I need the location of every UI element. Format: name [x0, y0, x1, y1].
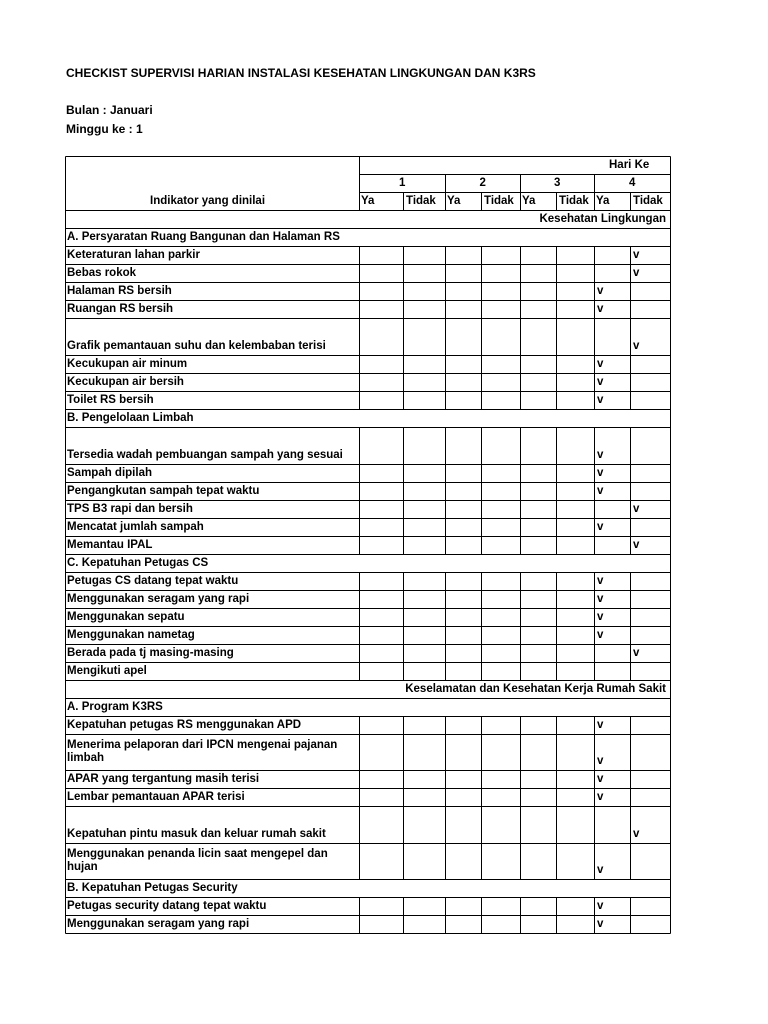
- check-mark: v: [633, 340, 640, 352]
- group-header: A. Program K3RS: [67, 701, 163, 713]
- indicator-row-label: Lembar pemantauan APAR terisi: [67, 791, 245, 803]
- indicator-row-label: Mencatat jumlah sampah: [67, 521, 204, 533]
- check-mark: v: [597, 467, 604, 479]
- indicator-row-label: Pengangkutan sampah tepat waktu: [67, 485, 260, 497]
- indicator-row-label: Menggunakan nametag: [67, 629, 195, 641]
- tidak-label: Tidak: [406, 195, 436, 207]
- check-mark: v: [633, 828, 640, 840]
- day-number-2: 2: [479, 177, 486, 189]
- group-header: A. Persyaratan Ruang Bangunan dan Halaman RS: [67, 231, 340, 243]
- check-mark: v: [597, 864, 604, 876]
- check-mark: v: [633, 249, 640, 261]
- indicator-row-label: Toilet RS bersih: [67, 394, 154, 406]
- indicator-row-label: Kecukupan air bersih: [67, 376, 184, 388]
- group-header: B. Pengelolaan Limbah: [67, 412, 194, 424]
- indicator-row-label: Kepatuhan pintu masuk dan keluar rumah sakit: [67, 828, 326, 840]
- ya-label: Ya: [361, 195, 375, 207]
- check-mark: v: [597, 285, 604, 297]
- indicator-row-label: Tersedia wadah pembuangan sampah yang sesuai: [67, 449, 343, 461]
- week-label: Minggu ke : 1: [66, 122, 143, 136]
- month-label: Bulan : Januari: [66, 103, 153, 117]
- day-number-3: 3: [554, 177, 561, 189]
- indicator-row-label: Menggunakan sepatu: [67, 611, 185, 623]
- indicator-row-label: Halaman RS bersih: [67, 285, 172, 297]
- indicator-row-label: Ruangan RS bersih: [67, 303, 174, 315]
- indicator-row-label: Mengikuti apel: [67, 665, 147, 677]
- indicator-row-label: Petugas security datang tepat waktu: [67, 900, 267, 912]
- check-mark: v: [597, 791, 604, 803]
- check-mark: v: [597, 773, 604, 785]
- check-mark: v: [633, 647, 640, 659]
- ya-label: Ya: [522, 195, 536, 207]
- checklist-table: [65, 156, 671, 942]
- check-mark: v: [597, 485, 604, 497]
- indicator-row-label: Bebas rokok: [67, 267, 137, 279]
- check-mark: v: [597, 575, 604, 587]
- indicator-row-label: Keteraturan lahan parkir: [67, 249, 200, 261]
- indicator-row-label: Menerima pelaporan dari IPCN mengenai pajanan limbah: [67, 739, 338, 764]
- indicator-row-label: Petugas CS datang tepat waktu: [67, 575, 239, 587]
- indicator-row-label: TPS B3 rapi dan bersih: [67, 503, 193, 515]
- group-header: C. Kepatuhan Petugas CS: [67, 557, 209, 569]
- tidak-label: Tidak: [633, 195, 663, 207]
- indicator-row-label: Grafik pemantauan suhu dan kelembaban terisi: [67, 340, 326, 352]
- group-header: B. Kepatuhan Petugas Security: [67, 882, 238, 894]
- check-mark: v: [597, 719, 604, 731]
- table-grid: [65, 156, 671, 942]
- check-mark: v: [597, 629, 604, 641]
- indicator-row-label: Menggunakan seragam yang rapi: [67, 918, 250, 930]
- check-mark: v: [597, 593, 604, 605]
- indicator-row-label: APAR yang tergantung masih terisi: [67, 773, 260, 785]
- check-mark: v: [597, 303, 604, 315]
- indicator-header: Indikator yang dinilai: [150, 195, 266, 207]
- section-header: Kesehatan Lingkungan: [539, 213, 666, 225]
- indicator-row-label: Menggunakan seragam yang rapi: [67, 593, 250, 605]
- indicator-row-label: Kecukupan air minum: [67, 358, 188, 370]
- check-mark: v: [597, 521, 604, 533]
- ya-label: Ya: [447, 195, 461, 207]
- indicator-row-label: Menggunakan penanda licin saat mengepel dan hujan: [67, 848, 328, 873]
- document-title: CHECKIST SUPERVISI HARIAN INSTALASI KESEHATAN LINGKUNGAN DAN K3RS: [66, 66, 536, 80]
- check-mark: v: [633, 503, 640, 515]
- check-mark: v: [597, 611, 604, 623]
- check-mark: v: [633, 267, 640, 279]
- check-mark: v: [597, 358, 604, 370]
- indicator-row-label: Memantau IPAL: [67, 539, 153, 551]
- check-mark: v: [597, 755, 604, 767]
- check-mark: v: [597, 449, 604, 461]
- check-mark: v: [597, 900, 604, 912]
- section-header: Keselamatan dan Kesehatan Kerja Rumah Sakit: [405, 683, 666, 695]
- check-mark: v: [597, 918, 604, 930]
- check-mark: v: [597, 376, 604, 388]
- indicator-row-label: Kepatuhan petugas RS menggunakan APD: [67, 719, 302, 731]
- check-mark: v: [597, 394, 604, 406]
- day-header: Hari Ke: [609, 159, 650, 171]
- tidak-label: Tidak: [559, 195, 589, 207]
- day-number-1: 1: [399, 177, 406, 189]
- tidak-label: Tidak: [484, 195, 514, 207]
- day-number-4: 4: [629, 177, 636, 189]
- indicator-row-label: Sampah dipilah: [67, 467, 152, 479]
- check-mark: v: [633, 539, 640, 551]
- indicator-row-label: Berada pada tj masing-masing: [67, 647, 234, 659]
- ya-label: Ya: [596, 195, 610, 207]
